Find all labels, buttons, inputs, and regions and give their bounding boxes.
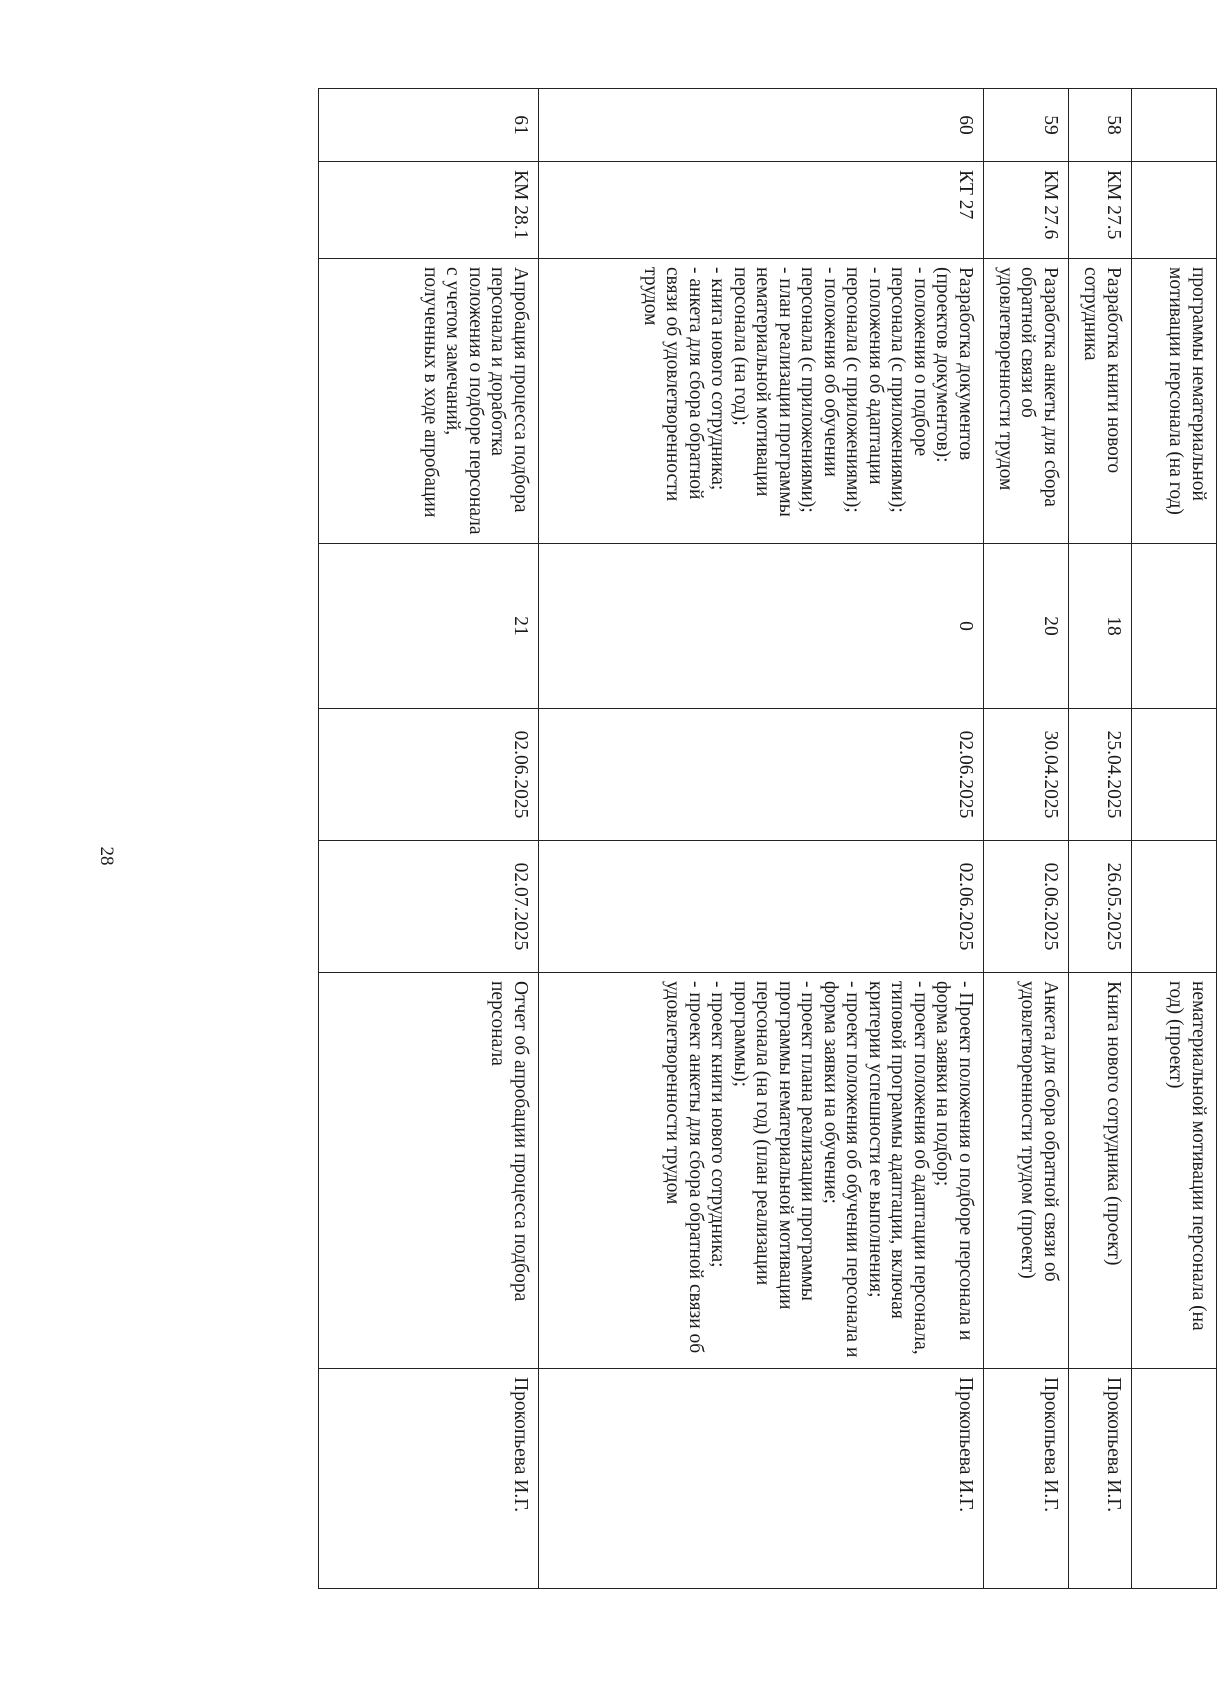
cell-result-text: нематериальной мотивации персонала (на год) (проект) [1165, 981, 1209, 1331]
cell-duration: 20 [984, 544, 1069, 709]
cell-result [319, 973, 539, 1369]
cell-code: КТ 27 [539, 162, 984, 259]
cell-result-text: Книга нового сотрудника (проект) [1103, 981, 1124, 1266]
cell-result [1132, 973, 1217, 1369]
schedule-table [318, 88, 1217, 1589]
cell-responsible [1132, 1369, 1217, 1589]
cell-result-text: Отчет об апробации процесса подбора персонала [487, 981, 531, 1302]
cell-name [319, 259, 539, 544]
cell-result [539, 973, 984, 1369]
table-row [319, 89, 539, 1589]
cell-start [1132, 709, 1217, 841]
cell-code [1132, 162, 1217, 259]
cell-result-text: Анкета для сбора обратной связи об удовлетворенности трудом (проект) [1017, 981, 1061, 1282]
cell-start: 30.04.2025 [984, 709, 1069, 841]
cell-name [1132, 259, 1217, 544]
cell-start: 02.06.2025 [539, 709, 984, 841]
cell-name [984, 259, 1069, 544]
cell-duration: 0 [539, 544, 984, 709]
cell-end: 02.06.2025 [984, 841, 1069, 973]
cell-end: 26.05.2025 [1069, 841, 1132, 973]
cell-responsible: Прокопьева И.Г. [319, 1369, 539, 1589]
cell-end: 02.06.2025 [539, 841, 984, 973]
cell-name [539, 259, 984, 544]
cell-duration: 18 [1069, 544, 1132, 709]
cell-no: 58 [1069, 89, 1132, 162]
cell-no: 60 [539, 89, 984, 162]
cell-result [984, 973, 1069, 1369]
table-row [1132, 89, 1217, 1589]
cell-result-text: - Проект положения о подборе персонала и форма заявки на подбор; - проект положения об адаптации персонала, типовой программы адаптации, включая критерии успешности ее выполнения; - проект положения об обучении персонала и форма заявки на обучение; - проект плана реализации программы программы нематериальной мотивации персонала (на год) (план реализации программы); - проект книги нового сотрудника; - проект анкеты для сбора обратной связи об удовлетворенности трудом [662, 981, 976, 1358]
cell-responsible: Прокопьева И.Г. [1069, 1369, 1132, 1589]
cell-responsible: Прокопьева И.Г. [539, 1369, 984, 1589]
cell-duration [1132, 544, 1217, 709]
cell-name [1069, 259, 1132, 544]
table-rotation-frame [167, 88, 1217, 1588]
cell-code: КМ 27.5 [1069, 162, 1132, 259]
rotated-table-area [167, 88, 1217, 1588]
cell-no: 61 [319, 89, 539, 162]
cell-code: КМ 27.6 [984, 162, 1069, 259]
page-number: 28 [96, 846, 117, 866]
cell-end [1132, 841, 1217, 973]
cell-name-text: Разработка документов (проектов документов): - положения о подборе персонала (с приложениями); - положения об адаптации персонала (с приложениями); - положения об обучении персонала (с приложениями); - план реализации программы нематериальной мотивации персонала (на год); - книга нового сотрудника; - анкета для сбора обратной связи об удовлетворенности трудом [640, 267, 976, 517]
cell-start: 02.06.2025 [319, 709, 539, 841]
table-row [1069, 89, 1132, 1589]
cell-name-text: Апробация процесса подбора персонала и доработка положения о подборе персонала с учетом замечаний, полученных в ходе апробации [420, 267, 531, 535]
cell-name-text: Разработка анкеты для сбора обратной связи об удовлетворенности трудом [995, 267, 1061, 507]
cell-code: КМ 28.1 [319, 162, 539, 259]
cell-responsible: Прокопьева И.Г. [984, 1369, 1069, 1589]
cell-no [1132, 89, 1217, 162]
table-row [984, 89, 1069, 1589]
cell-duration: 21 [319, 544, 539, 709]
cell-start: 25.04.2025 [1069, 709, 1132, 841]
cell-no: 59 [984, 89, 1069, 162]
cell-name-text: Разработка книги нового сотрудника [1080, 267, 1124, 474]
cell-name-text: программы нематериальной мотивации персонала (на год) [1165, 267, 1209, 515]
cell-result [1069, 973, 1132, 1369]
cell-end: 02.07.2025 [319, 841, 539, 973]
table-row [539, 89, 984, 1589]
